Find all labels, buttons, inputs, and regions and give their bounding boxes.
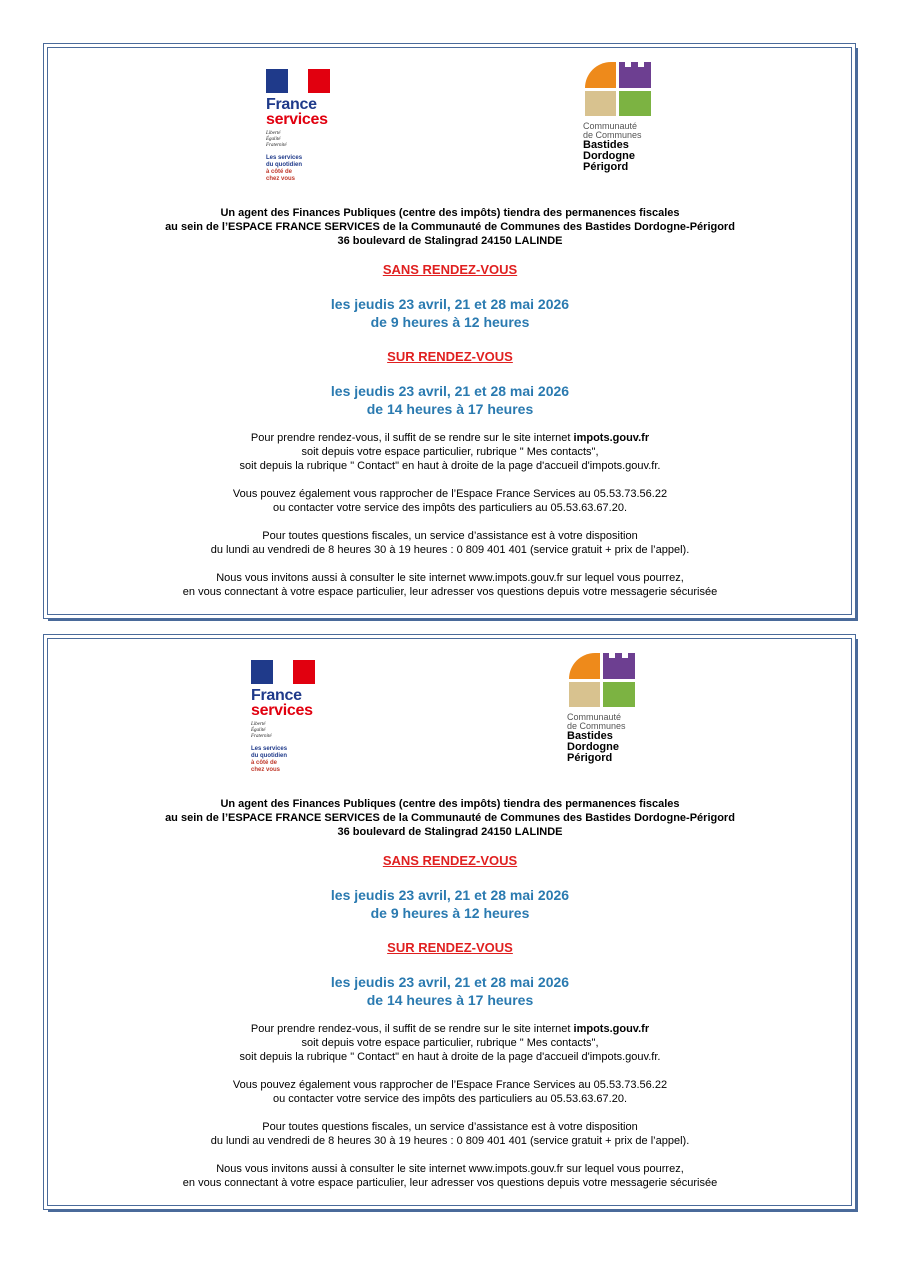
- fs-motto: Liberté Égalité Fraternité: [251, 722, 272, 739]
- communaute-logo: [583, 62, 663, 173]
- para2-line2: ou contacter votre service des impôts des particuliers au 05.53.63.67.20.: [272, 502, 628, 514]
- fs-name-line2: services: [266, 111, 328, 128]
- sans-rdv-label: SANS RENDEZ-VOUS: [382, 262, 518, 277]
- cc-line4: Dordogne: [583, 150, 635, 162]
- cc-line1: Communauté: [567, 712, 622, 722]
- heading-address: 36 boulevard de Stalingrad 24150 LALINDE: [337, 826, 563, 838]
- communaute-logo: [567, 653, 647, 764]
- sans-rdv-hours: de 9 heures à 12 heures: [370, 314, 530, 330]
- panel-shadow-bottom: [48, 619, 858, 621]
- para2-line1: Vous pouvez également vous rapprocher de l’Espace France Services au 05.53.73.56.22: [232, 488, 668, 500]
- para2-line1: Vous pouvez également vous rapprocher de l’Espace France Services au 05.53.73.56.22: [232, 1079, 668, 1091]
- fs-tagline-red: à côté de chez vous: [266, 169, 296, 182]
- para1-line3: soit depuis la rubrique " Contact" en haut à droite de la page d'accueil d'impots.gouv.fr.: [239, 460, 661, 472]
- para3-line2: du lundi au vendredi de 8 heures 30 à 19 heures : 0 809 401 401 (service gratuit + prix de l’appel).: [210, 544, 690, 556]
- fs-name-line2: services: [251, 702, 313, 719]
- france-services-logo: [251, 660, 321, 774]
- para1-line2: soit depuis votre espace particulier, rubrique " Mes contacts",: [301, 446, 599, 458]
- marianne-flag-icon: [251, 660, 315, 684]
- sur-rdv-label: SUR RENDEZ-VOUS: [387, 940, 513, 955]
- para3-line2: du lundi au vendredi de 8 heures 30 à 19 heures : 0 809 401 401 (service gratuit + prix de l’appel).: [210, 1135, 690, 1147]
- para1-line2: soit depuis votre espace particulier, rubrique " Mes contacts",: [301, 1037, 599, 1049]
- para1-line3: soit depuis la rubrique " Contact" en haut à droite de la page d'accueil d'impots.gouv.fr.: [239, 1051, 661, 1063]
- para4-line1: Nous vous invitons aussi à consulter le site internet www.impots.gouv.fr sur lequel vous pourrez,: [216, 1163, 684, 1175]
- sur-rdv-label: SUR RENDEZ-VOUS: [387, 349, 513, 364]
- para3-line1: Pour toutes questions fiscales, un service d’assistance est à votre disposition: [262, 1121, 638, 1133]
- cc-line3: Bastides: [567, 730, 613, 742]
- sur-rdv-dates: les jeudis 23 avril, 21 et 28 mai 2026: [330, 974, 570, 990]
- fs-tagline: Les services du quotidien: [251, 746, 288, 759]
- sans-rdv-dates: les jeudis 23 avril, 21 et 28 mai 2026: [330, 887, 570, 903]
- para2-line2: ou contacter votre service des impôts des particuliers au 05.53.63.67.20.: [272, 1093, 628, 1105]
- sans-rdv-label: SANS RENDEZ-VOUS: [382, 853, 518, 868]
- para4-line2: en vous connectant à votre espace particulier, leur adresser vos questions depuis votre messagerie sécurisée: [182, 586, 718, 598]
- para1-line1: Pour prendre rendez-vous, il suffit de se rendre sur le site internet impots.gouv.fr: [250, 1023, 650, 1035]
- cc-line5: Périgord: [567, 752, 613, 764]
- cc-line2: de Communes: [583, 130, 642, 140]
- fs-tagline: Les services du quotidien: [266, 155, 303, 168]
- para4-line2: en vous connectant à votre espace particulier, leur adresser vos questions depuis votre messagerie sécurisée: [182, 1177, 718, 1189]
- impots-link[interactable]: impots.gouv.fr: [573, 432, 650, 444]
- cc-line4: Dordogne: [567, 741, 619, 753]
- marianne-flag-icon: [266, 69, 330, 93]
- heading-line-2: au sein de l’ESPACE FRANCE SERVICES de la Communauté de Communes des Bastides Dordogne-Périgord: [165, 812, 735, 824]
- cc-line3: Bastides: [583, 139, 629, 151]
- sur-rdv-hours: de 14 heures à 17 heures: [366, 992, 534, 1008]
- bastides-emblem-icon: [585, 62, 651, 116]
- para3-line1: Pour toutes questions fiscales, un service d’assistance est à votre disposition: [262, 530, 638, 542]
- sur-rdv-dates: les jeudis 23 avril, 21 et 28 mai 2026: [330, 383, 570, 399]
- cc-line2: de Communes: [567, 721, 626, 731]
- heading-line-2: au sein de l’ESPACE FRANCE SERVICES de la Communauté de Communes des Bastides Dordogne-Périgord: [165, 221, 735, 233]
- impots-link[interactable]: impots.gouv.fr: [573, 1023, 650, 1035]
- heading-line-1: Un agent des Finances Publiques (centre des impôts) tiendra des permanences fiscales: [220, 798, 680, 810]
- panel-shadow-bottom: [48, 1210, 858, 1212]
- para1-line1: Pour prendre rendez-vous, il suffit de se rendre sur le site internet impots.gouv.fr: [250, 432, 650, 444]
- sur-rdv-hours: de 14 heures à 17 heures: [366, 401, 534, 417]
- heading-address: 36 boulevard de Stalingrad 24150 LALINDE: [337, 235, 563, 247]
- heading-line-1: Un agent des Finances Publiques (centre des impôts) tiendra des permanences fiscales: [220, 207, 680, 219]
- bastides-emblem-icon: [569, 653, 635, 707]
- sans-rdv-hours: de 9 heures à 12 heures: [370, 905, 530, 921]
- fs-name-line1: France: [266, 96, 317, 113]
- para4-line1: Nous vous invitons aussi à consulter le site internet www.impots.gouv.fr sur lequel vous pourrez,: [216, 572, 684, 584]
- fs-motto: Liberté Égalité Fraternité: [266, 131, 287, 148]
- sans-rdv-dates: les jeudis 23 avril, 21 et 28 mai 2026: [330, 296, 570, 312]
- fs-name-line1: France: [251, 687, 302, 704]
- fs-tagline-red: à côté de chez vous: [251, 760, 281, 773]
- cc-line1: Communauté: [583, 121, 638, 131]
- france-services-logo: [266, 69, 336, 183]
- cc-line5: Périgord: [583, 161, 629, 173]
